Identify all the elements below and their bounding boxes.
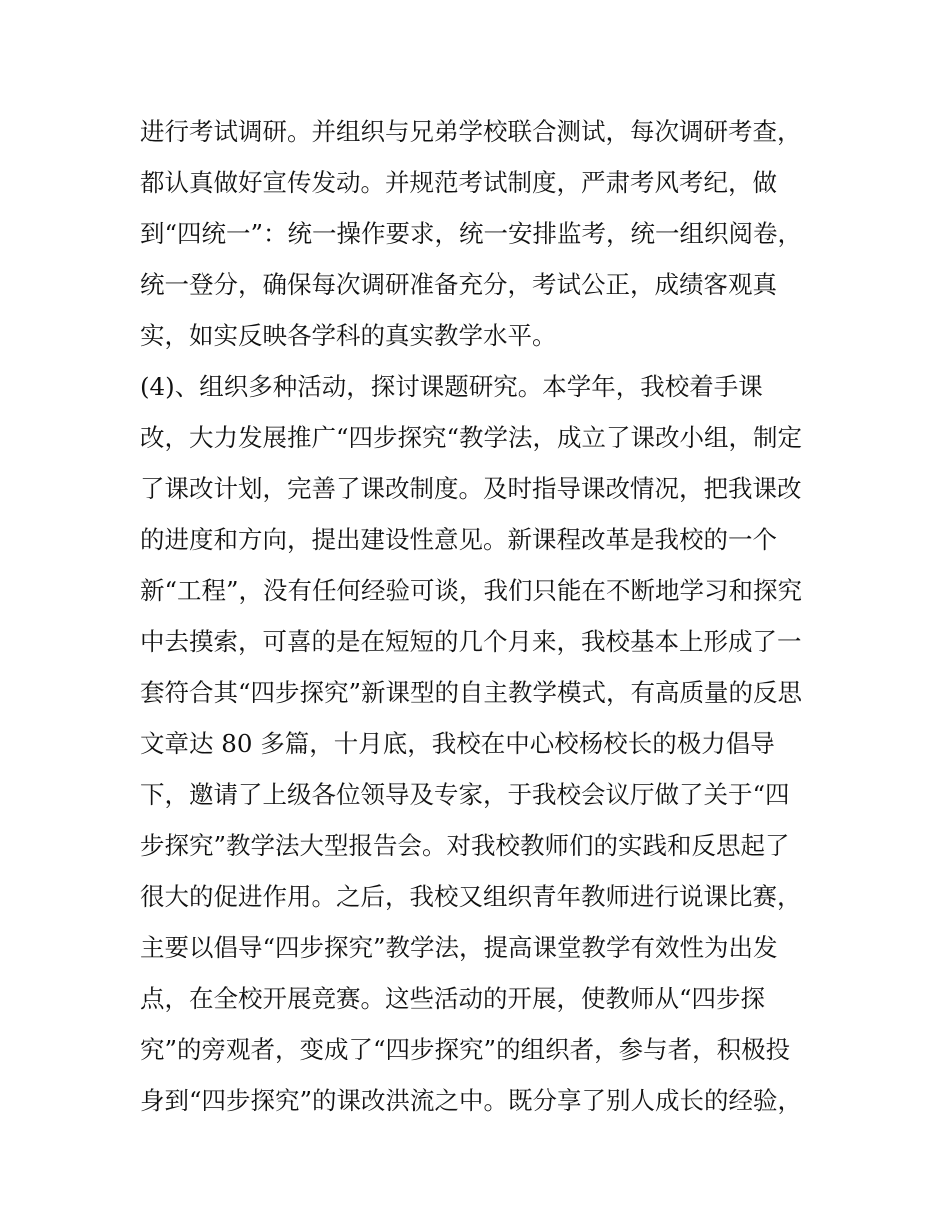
text-line: 很大的促进作用。之后，我校又组织青年教师进行说课比赛， <box>140 882 802 911</box>
text-line: 都认真做好宣传发动。并规范考试制度，严肃考风考纪，做 <box>140 168 777 197</box>
text-line: 点，在全校开展竞赛。这些活动的开展，使教师从“四步探 <box>140 984 766 1013</box>
text-line: 文章达 80 多篇，十月底，我校在中心校杨校长的极力倡导 <box>140 729 775 758</box>
text-line: 套符合其“四步探究”新课型的自主教学模式，有高质量的反思 <box>140 678 803 707</box>
text-line: 了课改计划，完善了课改制度。及时指导课改情况，把我课改 <box>140 474 802 503</box>
text-line: 步探究”教学法大型报告会。对我校教师们的实践和反思起了 <box>140 831 790 860</box>
text-line: 改，大力发展推广“四步探究“教学法，成立了课改小组，制定 <box>140 423 803 452</box>
text-line: 身到“四步探究”的课改洪流之中。既分享了别人成长的经验， <box>140 1086 803 1115</box>
text-line: 的进度和方向，提出建设性意见。新课程改革是我校的一个 <box>140 525 777 554</box>
text-line: 下，邀请了上级各位领导及专家，于我校会议厅做了关于“四 <box>140 780 790 809</box>
text-line: 实，如实反映各学科的真实教学水平。 <box>140 321 557 350</box>
text-line: 到“四统一”：统一操作要求，统一安排监考，统一组织阅卷， <box>140 219 803 248</box>
text-line: 新“工程”，没有任何经验可谈，我们只能在不断地学习和探究 <box>140 576 803 605</box>
text-line: 主要以倡导“四步探究”教学法，提高课堂教学有效性为出发 <box>140 933 778 962</box>
text-line: 进行考试调研。并组织与兄弟学校联合测试，每次调研考查， <box>140 117 802 146</box>
text-line: 统一登分，确保每次调研准备充分，考试公正，成绩客观真 <box>140 270 777 299</box>
text-line: 中去摸索，可喜的是在短短的几个月来，我校基本上形成了一 <box>140 627 802 656</box>
body-text <box>140 106 830 1126</box>
text-line: (4)、组织多种活动，探讨课题研究。本学年，我校着手课 <box>140 372 763 401</box>
text-line: 究”的旁观者，变成了“四步探究”的组织者，参与者，积极投 <box>140 1035 791 1064</box>
